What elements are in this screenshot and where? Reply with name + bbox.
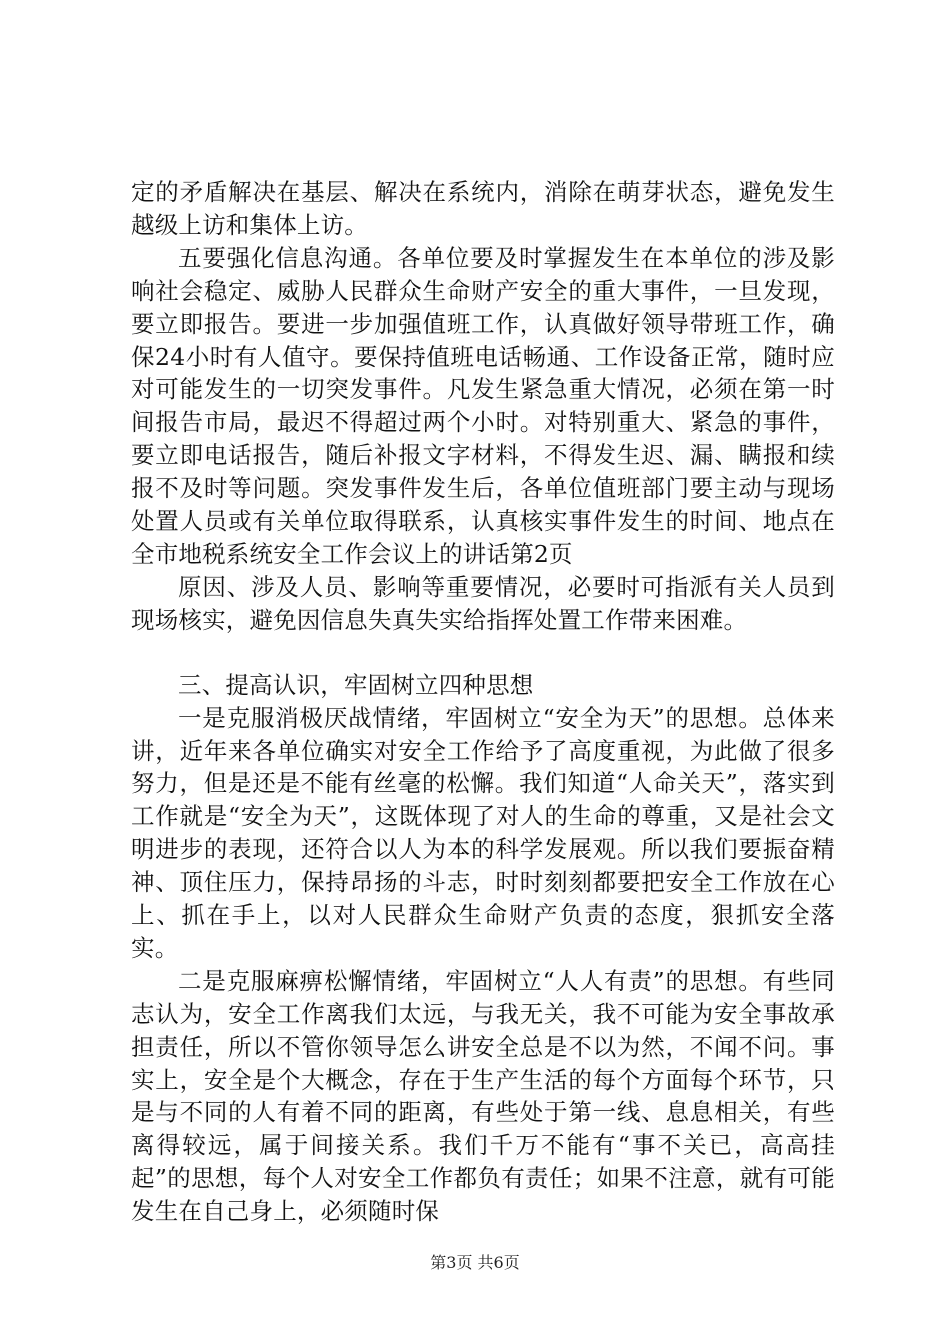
paragraph-information-communication: 五要强化信息沟通。各单位要及时掌握发生在本单位的涉及影响社会稳定、威胁人民群众生命财产安全的重大事件，一旦发现，要立即报告。要进一步加强值班工作，认真做好领导带班工作，确保24小时有人值守。要保持值班电话畅通、工作设备正常，随时应对可能发生的一切突发事件。凡发生紧急重大情况，必须在第一时间报告市局，最迟不得超过两个小时。对特别重大、紧急的事件，要立即电话报告，随后补报文字材料，不得发生迟、漏、瞒报和续报不及时等问题。突发事件发生后，各单位值班部门要主动与现场处置人员或有关单位取得联系，认真核实事件发生的时间、地点在全市地税系统安全工作会议上的讲话第2页 <box>131 243 835 568</box>
paragraph-spacer <box>131 637 835 669</box>
paragraph-continuation: 定的矛盾解决在基层、解决在系统内，消除在萌芽状态，避免发生越级上访和集体上访。 <box>131 178 835 239</box>
document-body <box>131 176 835 1228</box>
page-footer: 第3页 共6页 <box>430 1253 520 1272</box>
paragraph-verification: 原因、涉及人员、影响等重要情况，必要时可指派有关人员到现场核实，避免因信息失真失实给指挥处置工作带来困难。 <box>131 572 835 634</box>
paragraph-safety-first: 一是克服消极厌战情绪，牢固树立“安全为天”的思想。总体来讲，近年来各单位确实对安全工作给予了高度重视，为此做了很多努力，但是还是不能有丝毫的松懈。我们知道“人命关天”，落实到工作就是“安全为天”，这既体现了对人的生命的尊重，又是社会文明进步的表现，还符合以人为本的科学发展观。所以我们要振奋精神、顶住压力，保持昂扬的斗志，时时刻刻都要把安全工作放在心上、抓在手上，以对人民群众生命财产负责的态度，狠抓安全落实。 <box>131 703 835 962</box>
paragraph-everyone-responsible: 二是克服麻痹松懈情绪，牢固树立“人人有责”的思想。有些同志认为，安全工作离我们太远，与我无关，我不可能为安全事故承担责任，所以不管你领导怎么讲安全总是不以为然，不闻不问。事实上，安全是个大概念，存在于生产生活的每个方面每个环节，只是与不同的人有着不同的距离，有些处于第一线、息息相关，有些离得较远，属于间接关系。我们千万不能有“事不关已，高高挂起”的思想，每个人对安全工作都负有责任；如果不注意，就有可能发生在自己身上，必须随时保 <box>131 966 835 1226</box>
section-heading: 三、提高认识，牢固树立四种思想 <box>178 670 534 699</box>
